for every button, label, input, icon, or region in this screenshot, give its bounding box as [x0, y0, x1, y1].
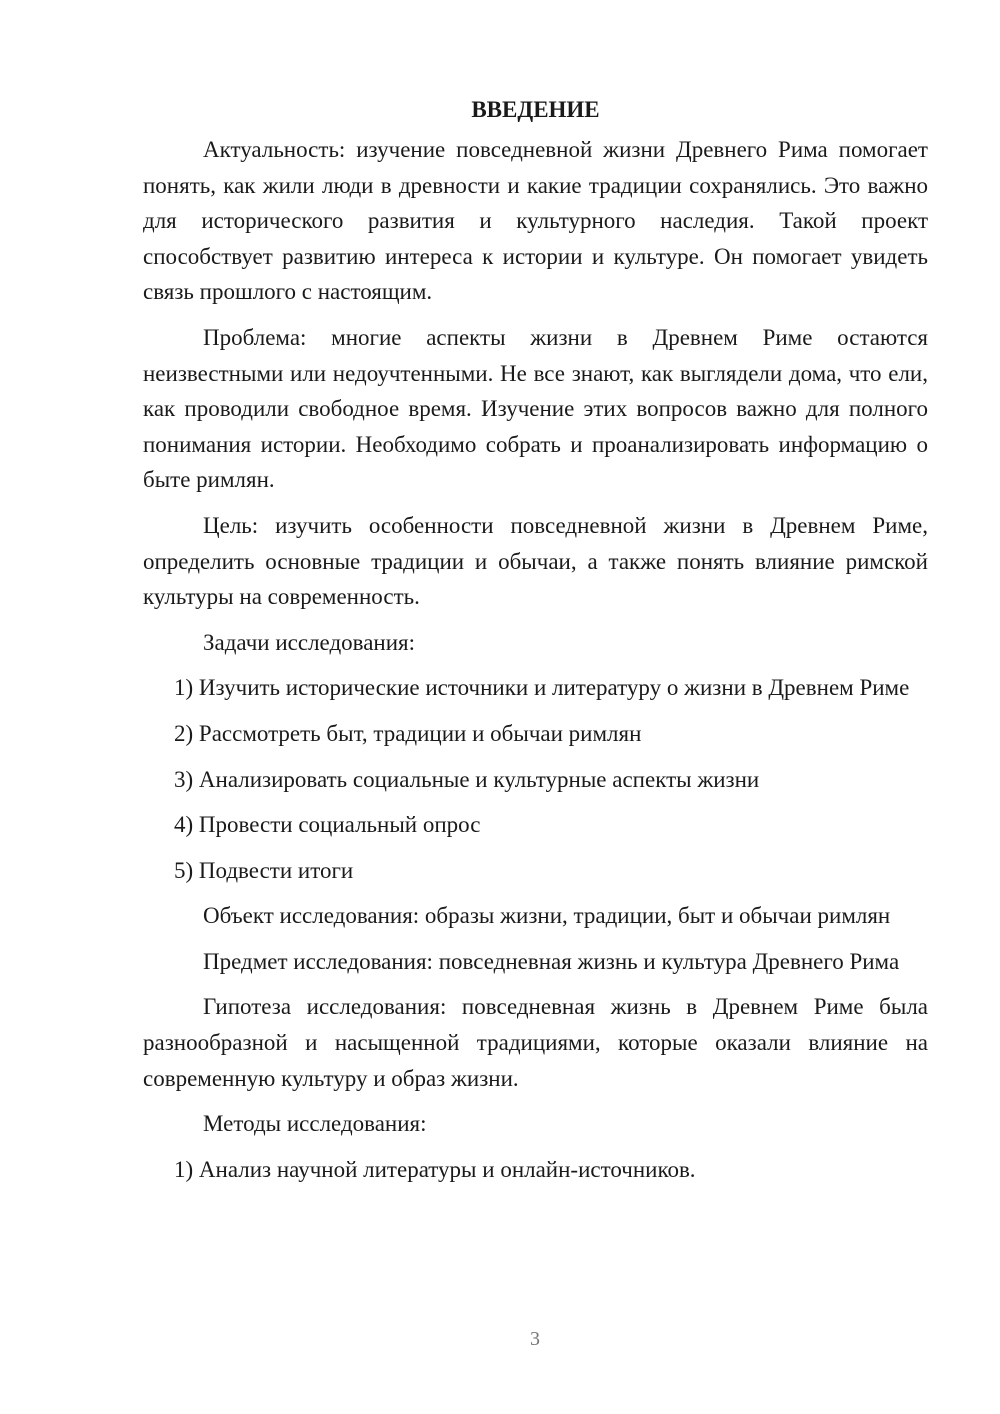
task-item-1: 1) Изучить исторические источники и литературу о жизни в Древнем Риме — [174, 675, 910, 701]
task-item-2: 2) Рассмотреть быт, традиции и обычаи римлян — [174, 720, 642, 746]
page-number: 3 — [530, 1328, 540, 1350]
object-paragraph: Объект исследования: образы жизни, традиции, быт и обычаи римлян — [203, 903, 891, 929]
section-heading: ВВЕДЕНИЕ — [471, 97, 600, 122]
relevance-paragraph: Актуальность: изучение повседневной жизни Древнего Рима помогает понять, как жили люди в древности и какие традиции сохранялись. Это важно для исторического развития и культурного наследия. Такой проект способствует развитию интереса к истории и культуре. Он помогает увидеть связь прошлого с настоящим. — [143, 137, 928, 305]
goal-paragraph: Цель: изучить особенности повседневной жизни в Древнем Риме, определить основные традиции и обычаи, а также понять влияние римской культуры на современность. — [143, 512, 928, 610]
hypothesis-paragraph: Гипотеза исследования: повседневная жизнь в Древнем Риме была разнообразной и насыщенной традициями, которые оказали влияние на современную культуру и образ жизни. — [143, 994, 928, 1091]
method-item-1: 1) Анализ научной литературы и онлайн-источников. — [174, 1156, 696, 1182]
methods-heading: Методы исследования: — [203, 1111, 427, 1137]
task-item-5: 5) Подвести итоги — [174, 857, 354, 883]
tasks-heading: Задачи исследования: — [203, 629, 416, 655]
problem-paragraph: Проблема: многие аспекты жизни в Древнем Риме остаются неизвестными или недоучтенными. Не все знают, как выглядели дома, что ели, как проводили свободное время. Изучение этих вопросов важно для полного понимания истории. Необходимо собрать и проанализировать информацию о быте римлян. — [143, 324, 928, 493]
document-page — [143, 92, 928, 1197]
task-item-4: 4) Провести социальный опрос — [174, 812, 481, 838]
task-item-3: 3) Анализировать социальные и культурные аспекты жизни — [174, 766, 760, 792]
subject-paragraph: Предмет исследования: повседневная жизнь и культура Древнего Рима — [203, 948, 900, 974]
